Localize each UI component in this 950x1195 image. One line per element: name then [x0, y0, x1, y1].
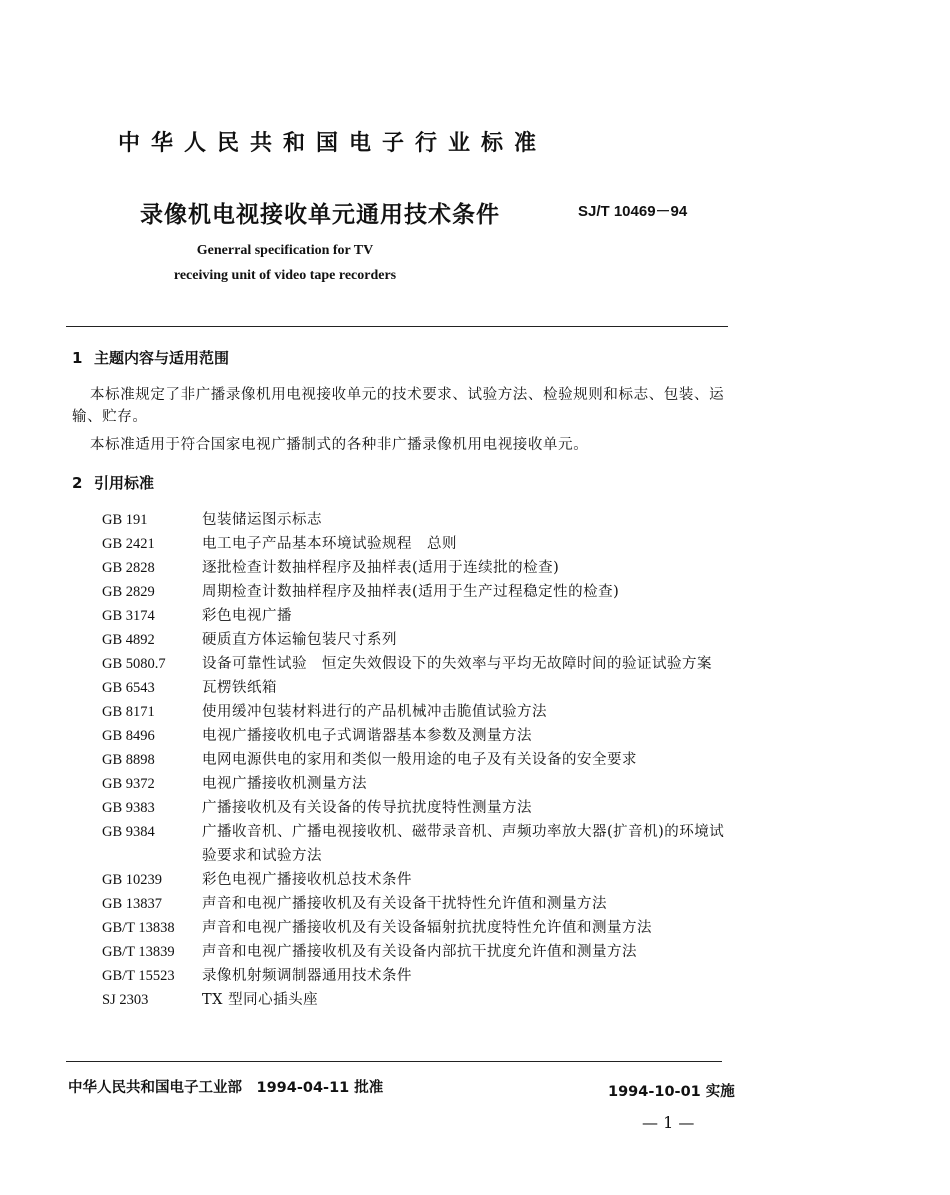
- section-number: 2: [72, 474, 83, 492]
- reference-title: 电工电子产品基本环境试验规程 总则: [202, 536, 457, 552]
- reference-code: GB 3174: [102, 608, 155, 624]
- reference-code: GB 6543: [102, 680, 155, 696]
- page-number: — 1 —: [642, 1113, 695, 1132]
- reference-row: [102, 556, 734, 580]
- english-title-line-2: receiving unit of video tape recorders: [173, 268, 397, 283]
- reference-title: 广播收音机、广播电视接收机、磁带录音机、声频功率放大器(扩音机)的环境试验要求和试验方法: [202, 824, 725, 864]
- reference-row: [102, 772, 734, 796]
- reference-code: GB 9383: [102, 800, 155, 816]
- reference-row: [102, 580, 734, 604]
- section-title: 引用标准: [94, 474, 155, 492]
- reference-row: [102, 868, 734, 892]
- bottom-divider: [66, 1061, 722, 1062]
- reference-title: 周期检查计数抽样程序及抽样表(适用于生产过程稳定性的检查): [202, 584, 620, 600]
- reference-code: GB 2828: [102, 560, 155, 576]
- reference-title: 电网电源供电的家用和类似一般用途的电子及有关设备的安全要求: [202, 752, 637, 768]
- reference-code: GB 191: [102, 512, 148, 528]
- reference-code: SJ 2303: [102, 992, 149, 1008]
- reference-title: 电视广播接收机测量方法: [202, 776, 367, 792]
- header-org-title: 中华人民共和国电子行业标准: [118, 131, 548, 156]
- reference-title: 彩色电视广播接收机总技术条件: [202, 872, 412, 888]
- reference-row: [102, 652, 734, 676]
- reference-title: TX 型同心插头座: [202, 992, 319, 1008]
- reference-title: 广播接收机及有关设备的传导抗扰度特性测量方法: [202, 800, 532, 816]
- document-title: 录像机电视接收单元通用技术条件: [140, 202, 500, 228]
- reference-title: 硬质直方体运输包装尺寸系列: [202, 632, 397, 648]
- top-divider: [66, 326, 728, 327]
- reference-code: GB/T 15523: [102, 968, 175, 984]
- section-1-paragraph-2: 本标准适用于符合国家电视广播制式的各种非广播录像机用电视接收单元。: [90, 437, 589, 453]
- reference-title: 声音和电视广播接收机及有关设备内部抗干扰度允许值和测量方法: [202, 944, 637, 960]
- reference-title: 电视广播接收机电子式调谐器基本参数及测量方法: [202, 728, 532, 744]
- reference-code: GB 2421: [102, 536, 155, 552]
- section-1-heading: [72, 347, 229, 368]
- reference-code: GB 10239: [102, 872, 163, 888]
- reference-standards-list: [102, 508, 734, 1012]
- reference-code: GB 8496: [102, 728, 155, 744]
- reference-title: 包装储运图示标志: [202, 512, 322, 528]
- reference-row: [102, 532, 734, 556]
- reference-title: 彩色电视广播: [202, 608, 292, 624]
- reference-code: GB 5080.7: [102, 656, 166, 672]
- reference-row: [102, 940, 734, 964]
- reference-code: GB 9372: [102, 776, 155, 792]
- reference-row: [102, 748, 734, 772]
- reference-code: GB/T 13839: [102, 944, 175, 960]
- reference-title: 使用缓冲包装材料进行的产品机械冲击脆值试验方法: [202, 704, 547, 720]
- effective-date: 1994-10-01 实施: [608, 1084, 735, 1100]
- reference-code: GB 8898: [102, 752, 155, 768]
- reference-row: [102, 676, 734, 700]
- reference-row: [102, 820, 734, 868]
- issuer-approval: 中华人民共和国电子工业部 1994-04-11 批准: [68, 1080, 384, 1096]
- reference-row: [102, 628, 734, 652]
- reference-title: 声音和电视广播接收机及有关设备干扰特性允许值和测量方法: [202, 896, 607, 912]
- reference-code: GB 4892: [102, 632, 155, 648]
- reference-row: [102, 700, 734, 724]
- english-title-line-1: Generral specification for TV: [196, 243, 374, 258]
- section-title: 主题内容与适用范围: [94, 349, 230, 367]
- reference-row: [102, 964, 734, 988]
- standard-code: SJ/T 10469－94: [578, 203, 688, 220]
- reference-title: 逐批检查计数抽样程序及抽样表(适用于连续批的检查): [202, 560, 560, 576]
- reference-row: [102, 988, 734, 1012]
- reference-code: GB 9384: [102, 824, 155, 840]
- reference-title: 瓦楞铁纸箱: [202, 680, 277, 696]
- reference-title: 设备可靠性试验 恒定失效假设下的失效率与平均无故障时间的验证试验方案: [202, 656, 712, 672]
- reference-row: [102, 796, 734, 820]
- section-number: 1: [72, 349, 83, 367]
- reference-code: GB 2829: [102, 584, 155, 600]
- reference-row: [102, 604, 734, 628]
- reference-title: 录像机射频调制器通用技术条件: [202, 968, 412, 984]
- reference-row: [102, 892, 734, 916]
- section-2-heading: [72, 472, 154, 493]
- reference-code: GB 8171: [102, 704, 155, 720]
- reference-code: GB 13837: [102, 896, 163, 912]
- reference-row: [102, 724, 734, 748]
- reference-row: [102, 508, 734, 532]
- reference-code: GB/T 13838: [102, 920, 175, 936]
- reference-title: 声音和电视广播接收机及有关设备辐射抗扰度特性允许值和测量方法: [202, 920, 652, 936]
- section-1-paragraph-1: 本标准规定了非广播录像机用电视接收单元的技术要求、试验方法、检验规则和标志、包装、运输、贮存。: [72, 387, 725, 425]
- reference-row: [102, 916, 734, 940]
